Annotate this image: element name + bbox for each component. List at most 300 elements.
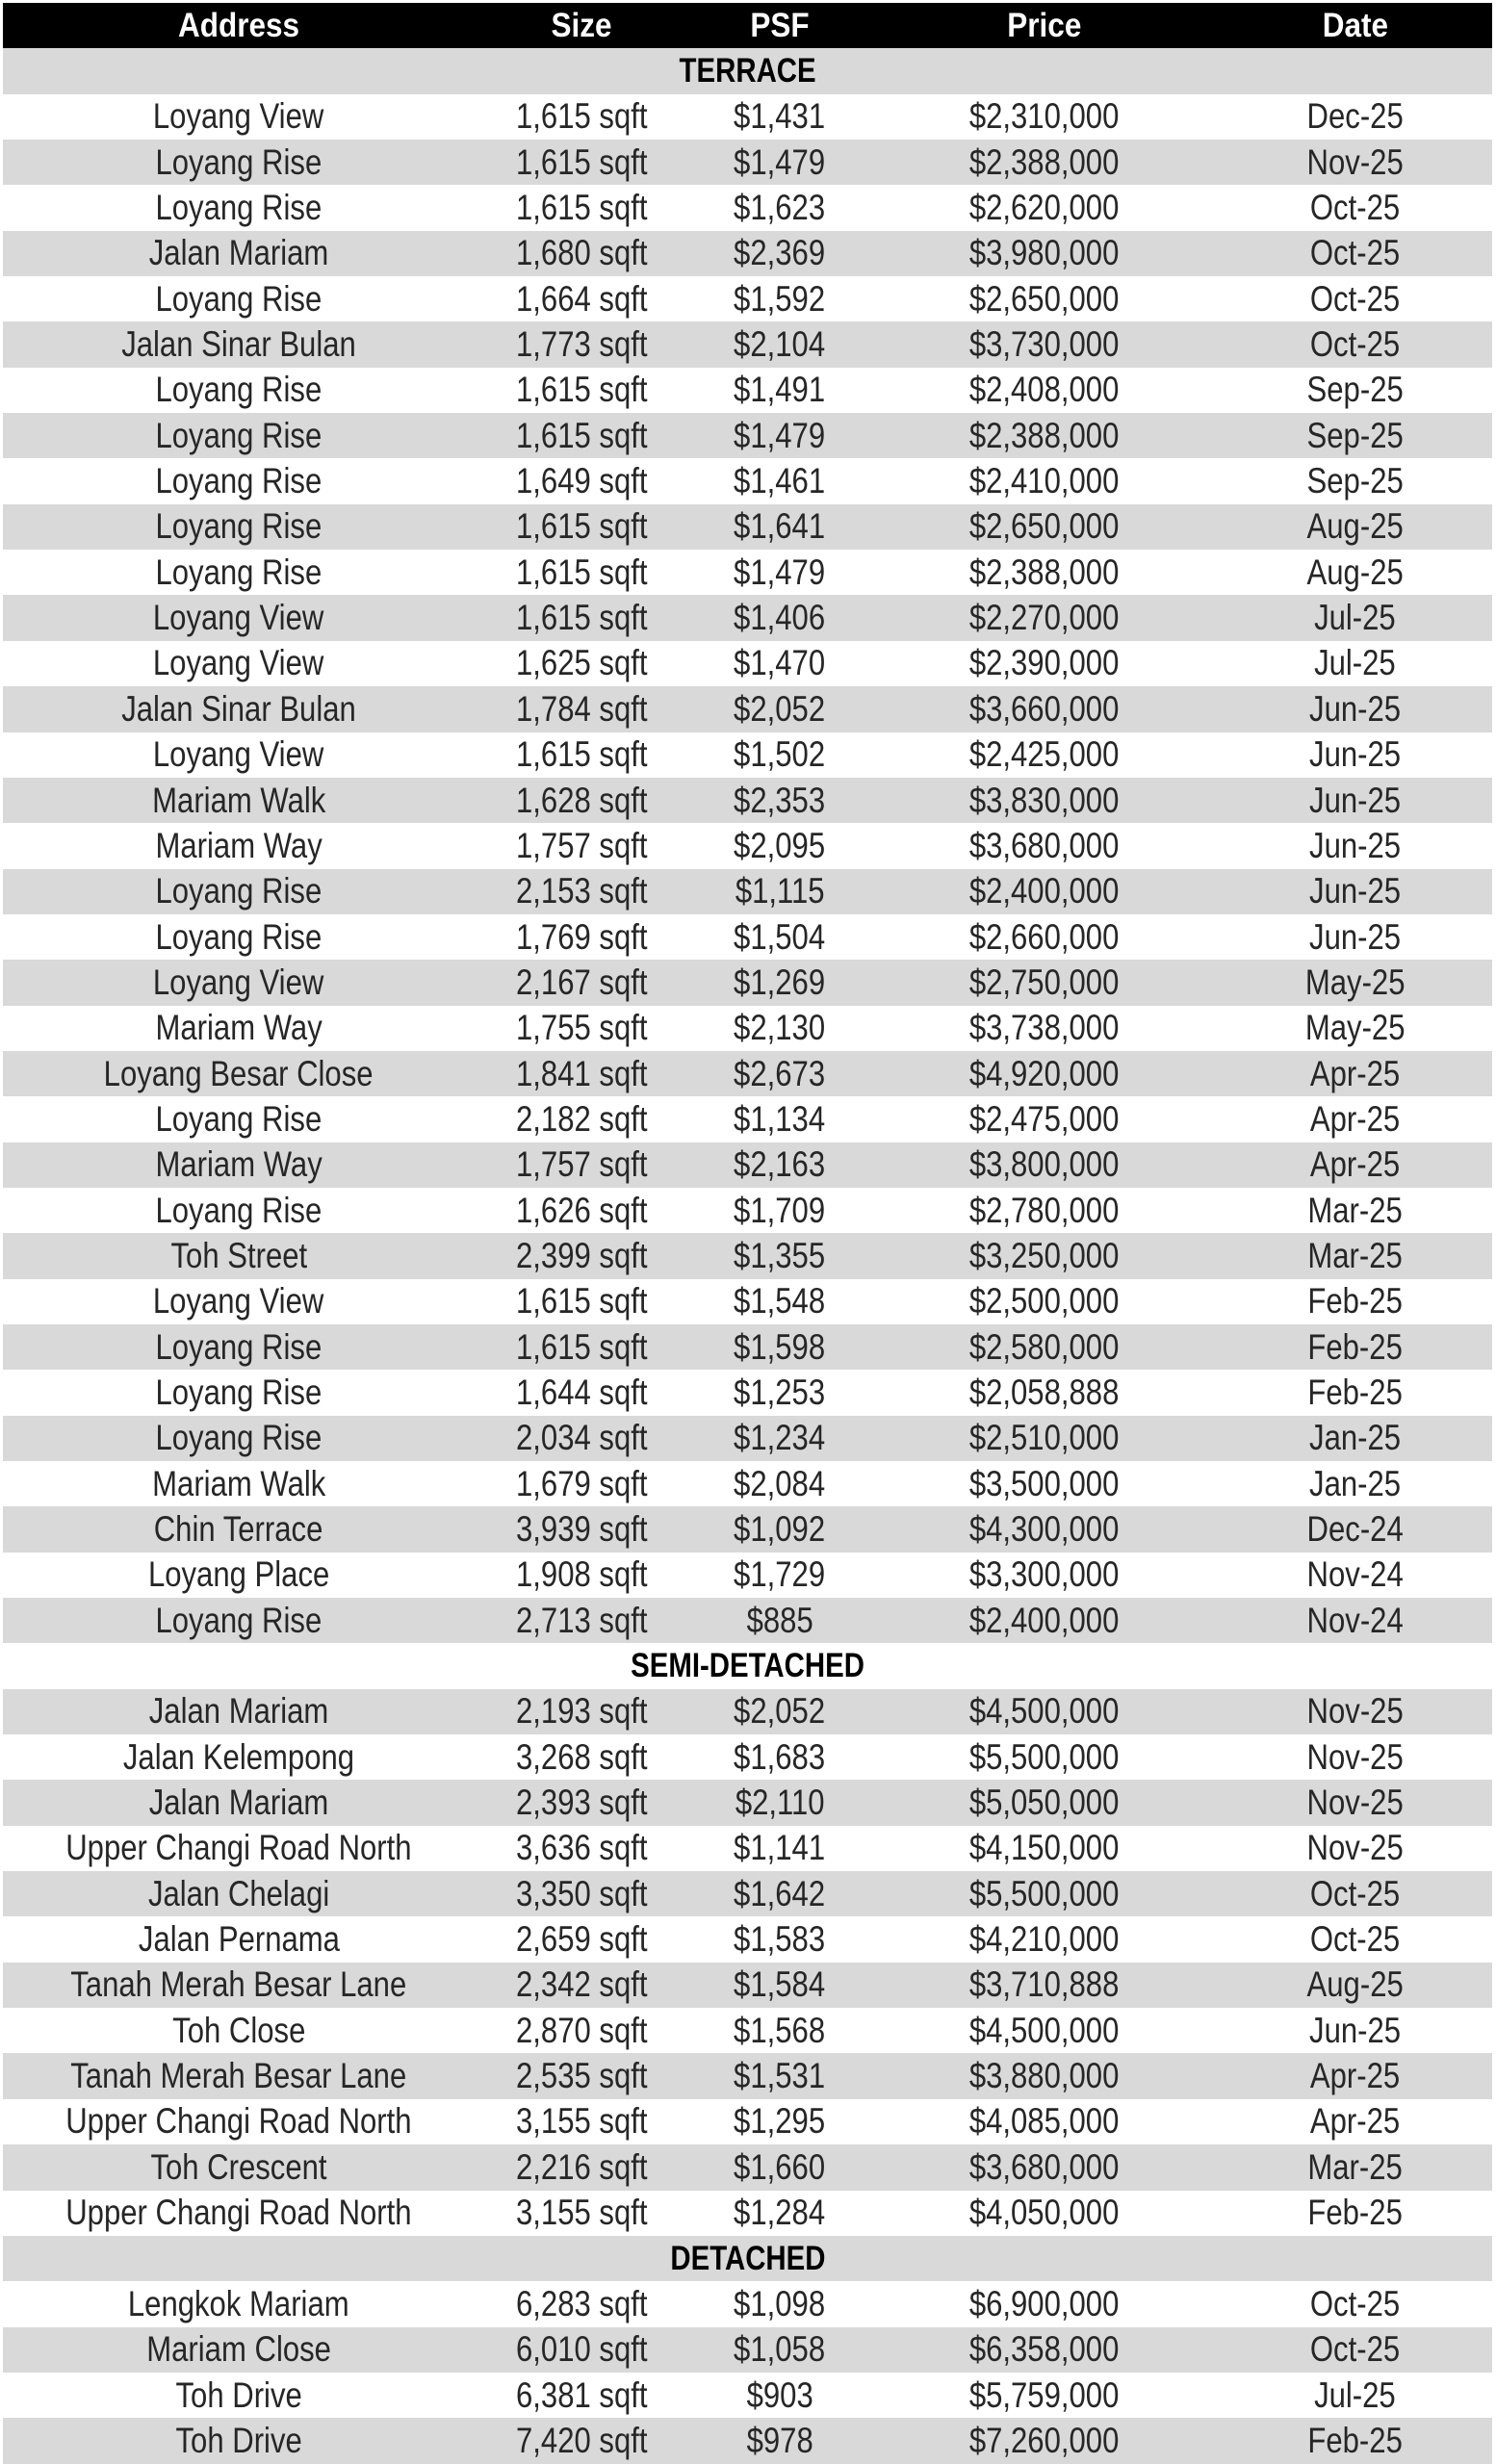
cell-address: Lengkok Mariam: [128, 2283, 349, 2323]
cell-psf: $1,284: [734, 2193, 826, 2233]
table-row: [3, 2191, 1492, 2236]
cell-address: Jalan Mariam: [148, 1691, 329, 1732]
cell-psf: $2,110: [735, 1783, 825, 1823]
cell-psf: $978: [746, 2420, 813, 2460]
cell-price: $4,300,000: [969, 1509, 1120, 1550]
cell-address: Loyang View: [153, 598, 324, 638]
cell-date: Oct-25: [1309, 188, 1401, 228]
table-row: [3, 1963, 1492, 2008]
cell-size: 1,664 sqft: [515, 278, 648, 319]
cell-psf: $1,491: [734, 370, 826, 410]
cell-size: 1,615 sqft: [515, 188, 648, 228]
cell-size: 2,393 sqft: [515, 1783, 648, 1823]
table-row: [3, 1233, 1492, 1278]
cell-date: Apr-25: [1309, 2056, 1401, 2096]
cell-size: 1,615 sqft: [515, 141, 648, 182]
cell-size: 3,155 sqft: [515, 2101, 648, 2142]
cell-psf: $1,355: [734, 1235, 826, 1275]
cell-psf: $1,709: [734, 1190, 826, 1230]
cell-date: Nov-25: [1306, 1691, 1404, 1732]
cell-date: Nov-25: [1306, 1783, 1404, 1823]
cell-address: Jalan Sinar Bulan: [121, 688, 356, 729]
cell-price: $3,250,000: [969, 1235, 1120, 1275]
table-row: [3, 960, 1492, 1005]
cell-date: Oct-25: [1309, 1873, 1401, 1913]
cell-address: Mariam Way: [155, 825, 322, 865]
cell-price: $3,680,000: [969, 2146, 1120, 2187]
table-row: [3, 1461, 1492, 1506]
table-row: [3, 1006, 1492, 1051]
cell-date: Dec-24: [1306, 1509, 1404, 1550]
cell-size: 1,841 sqft: [515, 1053, 648, 1093]
cell-date: Sep-25: [1306, 370, 1404, 410]
cell-address: Chin Terrace: [154, 1509, 323, 1550]
cell-price: $4,150,000: [969, 1828, 1120, 1868]
cell-size: 1,649 sqft: [515, 461, 648, 501]
cell-psf: $1,531: [734, 2056, 826, 2096]
cell-address: Loyang Rise: [155, 1098, 322, 1139]
cell-size: 3,268 sqft: [515, 1736, 648, 1777]
cell-price: $2,510,000: [969, 1418, 1120, 1458]
cell-date: Oct-25: [1309, 278, 1401, 319]
cell-size: 1,628 sqft: [515, 780, 648, 820]
table-row: [3, 641, 1492, 686]
cell-address: Loyang Rise: [155, 916, 322, 957]
cell-date: Apr-25: [1309, 1053, 1401, 1093]
cell-address: Mariam Walk: [151, 1463, 326, 1503]
cell-price: $5,759,000: [969, 2374, 1120, 2415]
table-row: [3, 1051, 1492, 1096]
cell-size: 2,193 sqft: [515, 1691, 648, 1732]
table-row: [3, 1689, 1492, 1734]
cell-psf: $1,253: [734, 1372, 826, 1412]
cell-size: 1,773 sqft: [515, 324, 648, 365]
cell-address: Loyang Rise: [155, 1326, 322, 1367]
cell-psf: $1,141: [734, 1828, 826, 1868]
cell-size: 2,659 sqft: [515, 1919, 648, 1960]
column-header-price: Price: [1007, 6, 1082, 44]
cell-address: Toh Close: [171, 2010, 306, 2050]
cell-psf: $1,092: [734, 1509, 826, 1550]
cell-psf: $1,583: [734, 1919, 826, 1960]
cell-price: $2,400,000: [969, 1600, 1120, 1640]
table-row: [3, 1598, 1492, 1643]
cell-date: Jun-25: [1308, 825, 1402, 865]
cell-price: $7,260,000: [969, 2420, 1120, 2460]
cell-price: $3,710,888: [969, 1964, 1120, 2005]
table-row: [3, 1370, 1492, 1415]
cell-date: Apr-25: [1309, 1144, 1401, 1185]
cell-date: Jun-25: [1308, 688, 1402, 729]
cell-address: Loyang Rise: [155, 552, 322, 592]
cell-date: Aug-25: [1306, 552, 1404, 592]
table-row: [3, 1826, 1492, 1871]
cell-psf: $903: [746, 2374, 813, 2415]
table-row: [3, 732, 1492, 778]
cell-psf: $1,470: [734, 643, 826, 683]
table-row: [3, 914, 1492, 960]
table-row: [3, 231, 1492, 276]
table-row: [3, 413, 1492, 458]
cell-psf: $1,683: [734, 1736, 826, 1777]
cell-price: $2,780,000: [969, 1190, 1120, 1230]
table-header-row: [3, 3, 1492, 48]
cell-address: Jalan Pernama: [138, 1919, 340, 1960]
cell-psf: $1,598: [734, 1326, 826, 1367]
cell-address: Loyang Rise: [155, 1190, 322, 1230]
cell-price: $2,475,000: [969, 1098, 1120, 1139]
cell-date: Nov-25: [1306, 1736, 1404, 1777]
cell-psf: $1,479: [734, 552, 826, 592]
column-header-date: Date: [1322, 6, 1388, 44]
cell-address: Loyang Rise: [155, 461, 322, 501]
cell-price: $3,800,000: [969, 1144, 1120, 1185]
cell-date: Oct-25: [1309, 1919, 1401, 1960]
cell-address: Upper Changi Road North: [65, 2193, 412, 2233]
cell-psf: $1,642: [734, 1873, 826, 1913]
cell-size: 2,034 sqft: [515, 1418, 648, 1458]
cell-psf: $1,098: [734, 2283, 826, 2323]
cell-size: 1,679 sqft: [515, 1463, 648, 1503]
cell-date: Jun-25: [1308, 871, 1402, 911]
cell-psf: $2,052: [734, 1691, 826, 1732]
cell-size: 3,636 sqft: [515, 1828, 648, 1868]
cell-size: 1,615 sqft: [515, 734, 648, 775]
cell-date: Sep-25: [1306, 461, 1404, 501]
table-row: [3, 2418, 1492, 2463]
cell-price: $2,650,000: [969, 278, 1120, 319]
cell-psf: $1,234: [734, 1418, 826, 1458]
cell-price: $4,500,000: [969, 2010, 1120, 2050]
table-row: [3, 2144, 1492, 2190]
cell-psf: $2,052: [734, 688, 826, 729]
cell-address: Loyang Rise: [155, 278, 322, 319]
cell-price: $4,210,000: [969, 1919, 1120, 1960]
cell-date: Jun-25: [1308, 780, 1402, 820]
section-header-row: [3, 2236, 1492, 2281]
cell-psf: $1,058: [734, 2329, 826, 2370]
cell-size: 3,350 sqft: [515, 1873, 648, 1913]
cell-size: 2,713 sqft: [515, 1600, 648, 1640]
cell-psf: $2,163: [734, 1144, 826, 1185]
cell-psf: $1,504: [734, 916, 826, 957]
cell-size: 1,615 sqft: [515, 552, 648, 592]
cell-date: Mar-25: [1307, 2146, 1403, 2187]
cell-psf: $885: [746, 1600, 813, 1640]
section-title: DETACHED: [669, 2239, 826, 2277]
cell-price: $6,900,000: [969, 2283, 1120, 2323]
cell-date: Feb-25: [1307, 1281, 1403, 1322]
cell-address: Loyang Rise: [155, 1600, 322, 1640]
cell-psf: $1,431: [734, 96, 826, 137]
cell-size: 1,615 sqft: [515, 370, 648, 410]
cell-date: Oct-25: [1309, 233, 1401, 273]
cell-price: $4,050,000: [969, 2193, 1120, 2233]
cell-psf: $1,115: [735, 871, 825, 911]
cell-price: $2,425,000: [969, 734, 1120, 775]
cell-price: $2,410,000: [969, 461, 1120, 501]
cell-address: Loyang View: [153, 643, 324, 683]
cell-date: Aug-25: [1306, 506, 1404, 547]
cell-size: 2,870 sqft: [515, 2010, 648, 2050]
cell-price: $3,738,000: [969, 1008, 1120, 1048]
column-header-size: Size: [551, 6, 612, 44]
table-row: [3, 321, 1492, 367]
cell-address: Loyang Rise: [155, 415, 322, 455]
cell-price: $2,660,000: [969, 916, 1120, 957]
cell-date: Jul-25: [1314, 598, 1396, 638]
cell-price: $2,388,000: [969, 141, 1120, 182]
cell-size: 2,167 sqft: [515, 962, 648, 1002]
table-row: [3, 1553, 1492, 1598]
cell-price: $2,388,000: [969, 552, 1120, 592]
cell-price: $2,650,000: [969, 506, 1120, 547]
table-row: [3, 1142, 1492, 1188]
cell-date: Feb-25: [1307, 2420, 1403, 2460]
cell-psf: $1,502: [734, 734, 826, 775]
cell-address: Toh Drive: [175, 2374, 302, 2415]
cell-price: $2,058,888: [969, 1372, 1120, 1412]
cell-psf: $1,269: [734, 962, 826, 1002]
cell-price: $4,085,000: [969, 2101, 1120, 2142]
cell-size: 6,381 sqft: [515, 2374, 648, 2415]
cell-size: 3,939 sqft: [515, 1509, 648, 1550]
cell-size: 1,769 sqft: [515, 916, 648, 957]
cell-address: Mariam Walk: [151, 780, 326, 820]
table-row: [3, 2327, 1492, 2373]
cell-psf: $1,134: [734, 1098, 826, 1139]
cell-date: Jul-25: [1314, 643, 1396, 683]
cell-date: Feb-25: [1307, 1372, 1403, 1412]
cell-psf: $2,369: [734, 233, 826, 273]
table-row: [3, 185, 1492, 230]
cell-address: Loyang View: [153, 1281, 324, 1322]
table-row: [3, 595, 1492, 640]
cell-size: 1,615 sqft: [515, 1281, 648, 1322]
section-title: TERRACE: [679, 52, 816, 90]
table-row: [3, 2053, 1492, 2098]
cell-price: $6,358,000: [969, 2329, 1120, 2370]
table-row: [3, 368, 1492, 413]
cell-psf: $2,104: [734, 324, 826, 365]
table-row: [3, 94, 1492, 140]
table-row: [3, 550, 1492, 595]
cell-address: Loyang View: [153, 96, 324, 137]
cell-date: Nov-24: [1306, 1600, 1404, 1640]
cell-date: Mar-25: [1307, 1235, 1403, 1275]
table-row: [3, 1324, 1492, 1370]
cell-size: 2,153 sqft: [515, 871, 648, 911]
cell-address: Loyang View: [153, 962, 324, 1002]
cell-size: 1,615 sqft: [515, 96, 648, 137]
table-row: [3, 1279, 1492, 1324]
cell-price: $3,730,000: [969, 324, 1120, 365]
cell-address: Toh Crescent: [150, 2146, 327, 2187]
cell-address: Mariam Close: [146, 2329, 331, 2370]
cell-psf: $1,729: [734, 1554, 826, 1595]
cell-size: 2,399 sqft: [515, 1235, 648, 1275]
cell-price: $2,388,000: [969, 415, 1120, 455]
cell-size: 6,010 sqft: [515, 2329, 648, 2370]
cell-price: $5,050,000: [969, 1783, 1120, 1823]
cell-date: Aug-25: [1306, 1964, 1404, 2005]
cell-address: Upper Changi Road North: [65, 1828, 412, 1868]
table-row: [3, 140, 1492, 185]
cell-address: Toh Street: [170, 1235, 307, 1275]
cell-price: $5,500,000: [969, 1873, 1120, 1913]
cell-psf: $1,584: [734, 1964, 826, 2005]
cell-date: Nov-24: [1306, 1554, 1404, 1595]
cell-address: Tanah Merah Besar Lane: [70, 2056, 407, 2096]
cell-date: Feb-25: [1307, 2193, 1403, 2233]
column-header-address: Address: [177, 6, 300, 44]
cell-date: May-25: [1304, 962, 1406, 1002]
table-row: [3, 458, 1492, 503]
table-row: [3, 2373, 1492, 2418]
cell-price: $3,300,000: [969, 1554, 1120, 1595]
cell-date: Mar-25: [1307, 1190, 1403, 1230]
cell-size: 1,784 sqft: [515, 688, 648, 729]
cell-date: Feb-25: [1307, 1326, 1403, 1367]
cell-date: Oct-25: [1309, 2283, 1401, 2323]
cell-address: Jalan Mariam: [148, 1783, 329, 1823]
cell-psf: $1,623: [734, 188, 826, 228]
cell-psf: $2,130: [734, 1008, 826, 1048]
cell-price: $2,390,000: [969, 643, 1120, 683]
cell-address: Loyang Rise: [155, 1372, 322, 1412]
cell-size: 1,625 sqft: [515, 643, 648, 683]
cell-size: 1,615 sqft: [515, 506, 648, 547]
cell-size: 1,755 sqft: [515, 1008, 648, 1048]
table-row: [3, 1416, 1492, 1461]
cell-size: 1,680 sqft: [515, 233, 648, 273]
cell-address: Mariam Way: [155, 1008, 322, 1048]
cell-date: Jan-25: [1308, 1418, 1402, 1458]
table-row: [3, 686, 1492, 732]
cell-date: Sep-25: [1306, 415, 1404, 455]
cell-size: 1,615 sqft: [515, 1326, 648, 1367]
cell-address: Loyang Besar Close: [104, 1053, 374, 1093]
cell-price: $2,400,000: [969, 871, 1120, 911]
table-row: [3, 778, 1492, 823]
table-row: [3, 504, 1492, 550]
table-row: [3, 1780, 1492, 1825]
cell-psf: $1,461: [734, 461, 826, 501]
cell-psf: $1,568: [734, 2010, 826, 2050]
table-row: [3, 2281, 1492, 2326]
table-row: [3, 1188, 1492, 1233]
section-title: SEMI-DETACHED: [631, 1647, 864, 1685]
cell-psf: $2,673: [734, 1053, 826, 1093]
table-row: [3, 1871, 1492, 1916]
table-row: [3, 1096, 1492, 1142]
cell-price: $2,500,000: [969, 1281, 1120, 1322]
cell-price: $3,880,000: [969, 2056, 1120, 2096]
cell-price: $2,310,000: [969, 96, 1120, 137]
cell-date: Jun-25: [1308, 916, 1402, 957]
cell-address: Loyang Rise: [155, 871, 322, 911]
table-body: [3, 48, 1492, 2463]
cell-psf: $1,660: [734, 2146, 826, 2187]
cell-psf: $2,095: [734, 825, 826, 865]
cell-date: Jun-25: [1308, 734, 1402, 775]
cell-date: Jun-25: [1308, 2010, 1402, 2050]
section-header-row: [3, 48, 1492, 93]
cell-price: $2,270,000: [969, 598, 1120, 638]
cell-address: Jalan Mariam: [148, 233, 329, 273]
table-row: [3, 1916, 1492, 1962]
cell-address: Jalan Kelempong: [122, 1736, 355, 1777]
cell-size: 3,155 sqft: [515, 2193, 648, 2233]
cell-price: $4,920,000: [969, 1053, 1120, 1093]
cell-price: $3,680,000: [969, 825, 1120, 865]
cell-size: 1,615 sqft: [515, 598, 648, 638]
section-header-row: [3, 1643, 1492, 1688]
cell-size: 1,615 sqft: [515, 415, 648, 455]
cell-address: Jalan Sinar Bulan: [121, 324, 356, 365]
cell-address: Toh Drive: [175, 2420, 302, 2460]
cell-size: 2,216 sqft: [515, 2146, 648, 2187]
cell-date: Oct-25: [1309, 2329, 1401, 2370]
cell-date: Dec-25: [1306, 96, 1404, 137]
cell-size: 1,644 sqft: [515, 1372, 648, 1412]
cell-date: Oct-25: [1309, 324, 1401, 365]
cell-address: Loyang Rise: [155, 141, 322, 182]
cell-psf: $2,084: [734, 1463, 826, 1503]
cell-price: $3,500,000: [969, 1463, 1120, 1503]
table-row: [3, 869, 1492, 914]
table-row: [3, 1734, 1492, 1780]
cell-address: Loyang Rise: [155, 506, 322, 547]
cell-price: $2,620,000: [969, 188, 1120, 228]
cell-psf: $1,592: [734, 278, 826, 319]
cell-date: Nov-25: [1306, 1828, 1404, 1868]
transactions-table: [3, 3, 1492, 2464]
table-row: [3, 2008, 1492, 2053]
table-row: [3, 823, 1492, 868]
transactions-table-container: [3, 3, 1492, 2464]
cell-date: Apr-25: [1309, 2101, 1401, 2142]
cell-price: $2,408,000: [969, 370, 1120, 410]
cell-price: $3,660,000: [969, 688, 1120, 729]
column-header-psf: PSF: [750, 6, 810, 44]
cell-size: 2,535 sqft: [515, 2056, 648, 2096]
cell-psf: $1,479: [734, 141, 826, 182]
cell-price: $3,980,000: [969, 233, 1120, 273]
cell-date: May-25: [1304, 1008, 1406, 1048]
cell-psf: $1,406: [734, 598, 826, 638]
table-row: [3, 276, 1492, 321]
cell-address: Mariam Way: [155, 1144, 322, 1185]
cell-address: Upper Changi Road North: [65, 2101, 412, 2142]
cell-address: Loyang Rise: [155, 370, 322, 410]
cell-date: Jul-25: [1314, 2374, 1396, 2415]
cell-price: $3,830,000: [969, 780, 1120, 820]
cell-price: $5,500,000: [969, 1736, 1120, 1777]
cell-date: Nov-25: [1306, 141, 1404, 182]
cell-date: Jan-25: [1308, 1463, 1402, 1503]
cell-size: 1,757 sqft: [515, 825, 648, 865]
cell-psf: $1,479: [734, 415, 826, 455]
cell-size: 6,283 sqft: [515, 2283, 648, 2323]
cell-size: 1,908 sqft: [515, 1554, 648, 1595]
cell-size: 2,182 sqft: [515, 1098, 648, 1139]
cell-date: Apr-25: [1309, 1098, 1401, 1139]
cell-size: 1,757 sqft: [515, 1144, 648, 1185]
cell-address: Tanah Merah Besar Lane: [70, 1964, 407, 2005]
cell-address: Loyang Rise: [155, 1418, 322, 1458]
cell-size: 7,420 sqft: [515, 2420, 648, 2460]
